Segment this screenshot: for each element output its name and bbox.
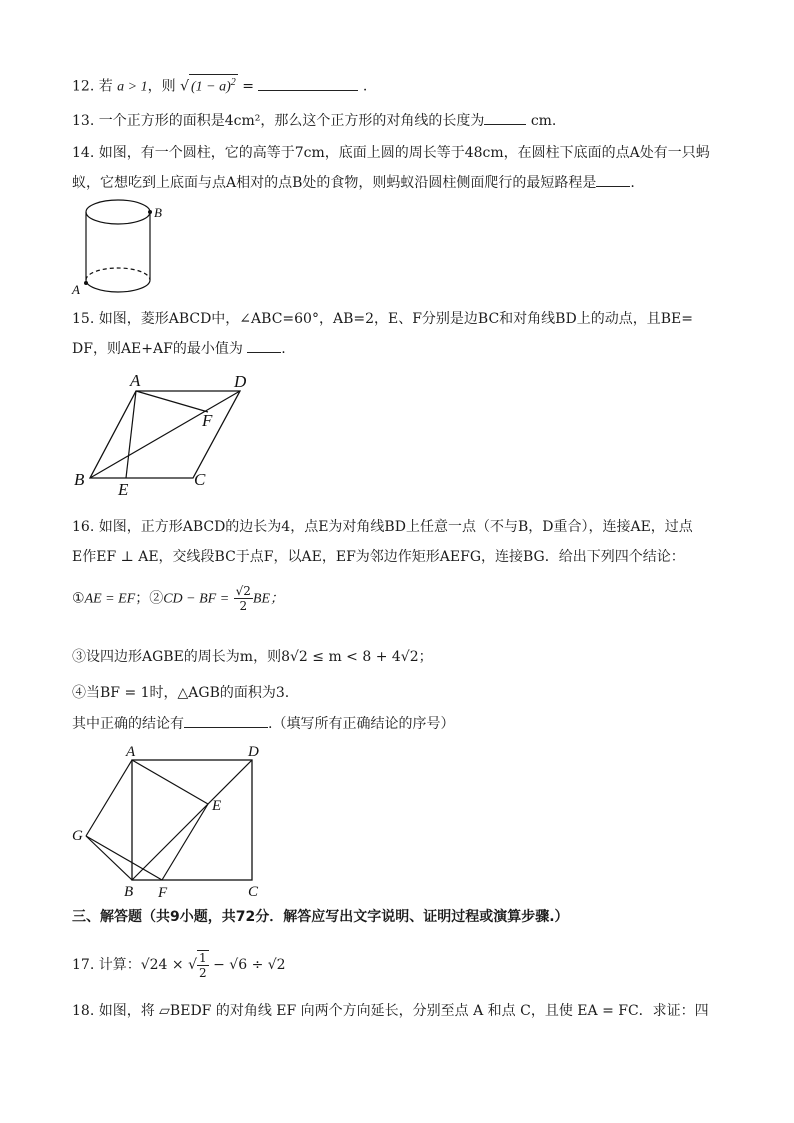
q15-text: DF，则AE+AF的最小值为	[72, 341, 243, 357]
q16-ask-text: 其中正确的结论有	[72, 716, 184, 732]
cylinder-figure	[68, 192, 168, 302]
label-f: F	[202, 411, 213, 430]
question-15-line-1: 15. 如图，菱形ABCD中，∠ABC=60°，AB=2，E、F分别是边BC和对角线BD上的动点，且BE=	[72, 311, 693, 327]
question-13	[72, 110, 556, 130]
q14-text: 蚁，它想吃到上底面与点A相对的点B处的食物，则蚂蚁沿圆柱侧面爬行的最短路程是	[72, 175, 597, 191]
label-a: A	[72, 282, 80, 297]
conclusion-2-tail: BE；	[252, 591, 285, 607]
segment-ae	[132, 760, 208, 804]
q12-radicand: $(1 - a)^2$	[189, 74, 238, 96]
diagonal-bd	[132, 760, 252, 880]
question-16-line-1: 16. 如图，正方形ABCD的边长为4，点E为对角线BD上任意一点（不与B，D重合），连接AE，过点	[72, 519, 693, 535]
q12-condition: a > 1	[117, 79, 148, 95]
q16-answer-blank	[184, 715, 268, 728]
label-b: B	[124, 884, 134, 900]
label-b: B	[74, 470, 85, 489]
q17-rest: − √6 ÷ √2	[213, 957, 286, 973]
label-b: B	[154, 205, 162, 220]
q13-unit: cm.	[530, 113, 557, 129]
q16-conclusion-4: ④当BF = 1时，△AGB的面积为3.	[72, 685, 290, 701]
q12-mid: ，则	[147, 78, 176, 95]
label-a: A	[130, 371, 141, 390]
label-c: C	[194, 470, 206, 489]
q16-ask	[72, 713, 454, 733]
q12-end: .	[362, 78, 368, 95]
q16-conclusion-3: ③设四边形AGBE的周长为m，则8√2 ≤ m < 8 + 4√2；	[72, 649, 433, 665]
q13-answer-blank	[484, 112, 526, 125]
square-figure	[66, 740, 266, 900]
sqrt-icon: √	[188, 957, 198, 973]
cylinder-bottom-front	[86, 280, 150, 292]
q14-answer-blank	[596, 174, 630, 187]
segment-ag	[86, 760, 132, 836]
q14-end: .	[630, 175, 635, 191]
segment-af	[136, 391, 208, 412]
q12-number: 12.	[72, 78, 95, 95]
conclusion-2-text: CD − BF =	[163, 591, 230, 607]
sqrt-icon: √	[180, 78, 189, 95]
conclusion-1-text: AE = EF	[84, 591, 136, 607]
q17-expr: √24 ×	[140, 957, 184, 973]
question-12	[72, 74, 367, 96]
segment-ae	[126, 391, 136, 478]
label-g: G	[72, 828, 83, 844]
fraction-sqrt2-over-2: $\frac{√2}{2}$	[235, 584, 251, 613]
question-18: 18. 如图，将 ▱BEDF 的对角线 EF 向两个方向延长，分别至点 A 和点 C，且使 EA = FC．求证：四	[72, 1003, 709, 1019]
section-3-title: 三、解答题（共9小题，共72分．解答应写出文字说明、证明过程或演算步骤.）	[72, 909, 569, 925]
segment-ef	[162, 804, 208, 880]
conclusion-1-marker: ①	[72, 590, 85, 607]
cylinder-top-ellipse	[86, 200, 150, 224]
question-15-line-2	[72, 338, 286, 358]
q12-equals: =	[242, 78, 254, 95]
label-e: E	[118, 480, 129, 498]
q17-number: 17.	[72, 957, 95, 973]
question-14-line-1: 14. 如图，有一个圆柱，它的高等于7cm，底面上圆的周长等于48cm，在圆柱下底面的点A处有一只蚂	[72, 145, 710, 161]
conclusion-2-marker: ；②	[135, 590, 164, 607]
rhombus-figure	[68, 368, 268, 498]
q12-pre: 若	[98, 78, 113, 95]
question-17	[72, 950, 286, 980]
question-14-line-2	[72, 172, 635, 192]
q15-answer-blank	[247, 340, 281, 353]
question-16-line-2: E作EF ⊥ AE，交线段BC于点F，以AE，EF为邻边作矩形AEFG，连接BG．给出下列四个结论：	[72, 549, 685, 565]
point-b-dot	[148, 210, 152, 214]
q16-ask-end: .（填写所有正确结论的序号）	[268, 716, 455, 732]
q16-conclusion-1-2	[72, 584, 284, 613]
cylinder-bottom-back	[86, 268, 150, 280]
label-f: F	[158, 885, 168, 900]
label-d: D	[234, 372, 247, 391]
q15-end: .	[281, 341, 286, 357]
q13-text: 13. 一个正方形的面积是4cm²，那么这个正方形的对角线的长度为	[72, 113, 485, 129]
label-d: D	[248, 744, 259, 760]
q12-answer-blank	[258, 78, 358, 91]
label-e: E	[212, 798, 222, 814]
segment-gf	[86, 836, 162, 880]
fraction-one-half: $\frac{1}{2}$	[199, 951, 207, 980]
label-c: C	[248, 884, 259, 900]
point-a-dot	[84, 281, 88, 285]
label-a: A	[126, 744, 136, 760]
q17-label: 计算：	[98, 957, 141, 973]
